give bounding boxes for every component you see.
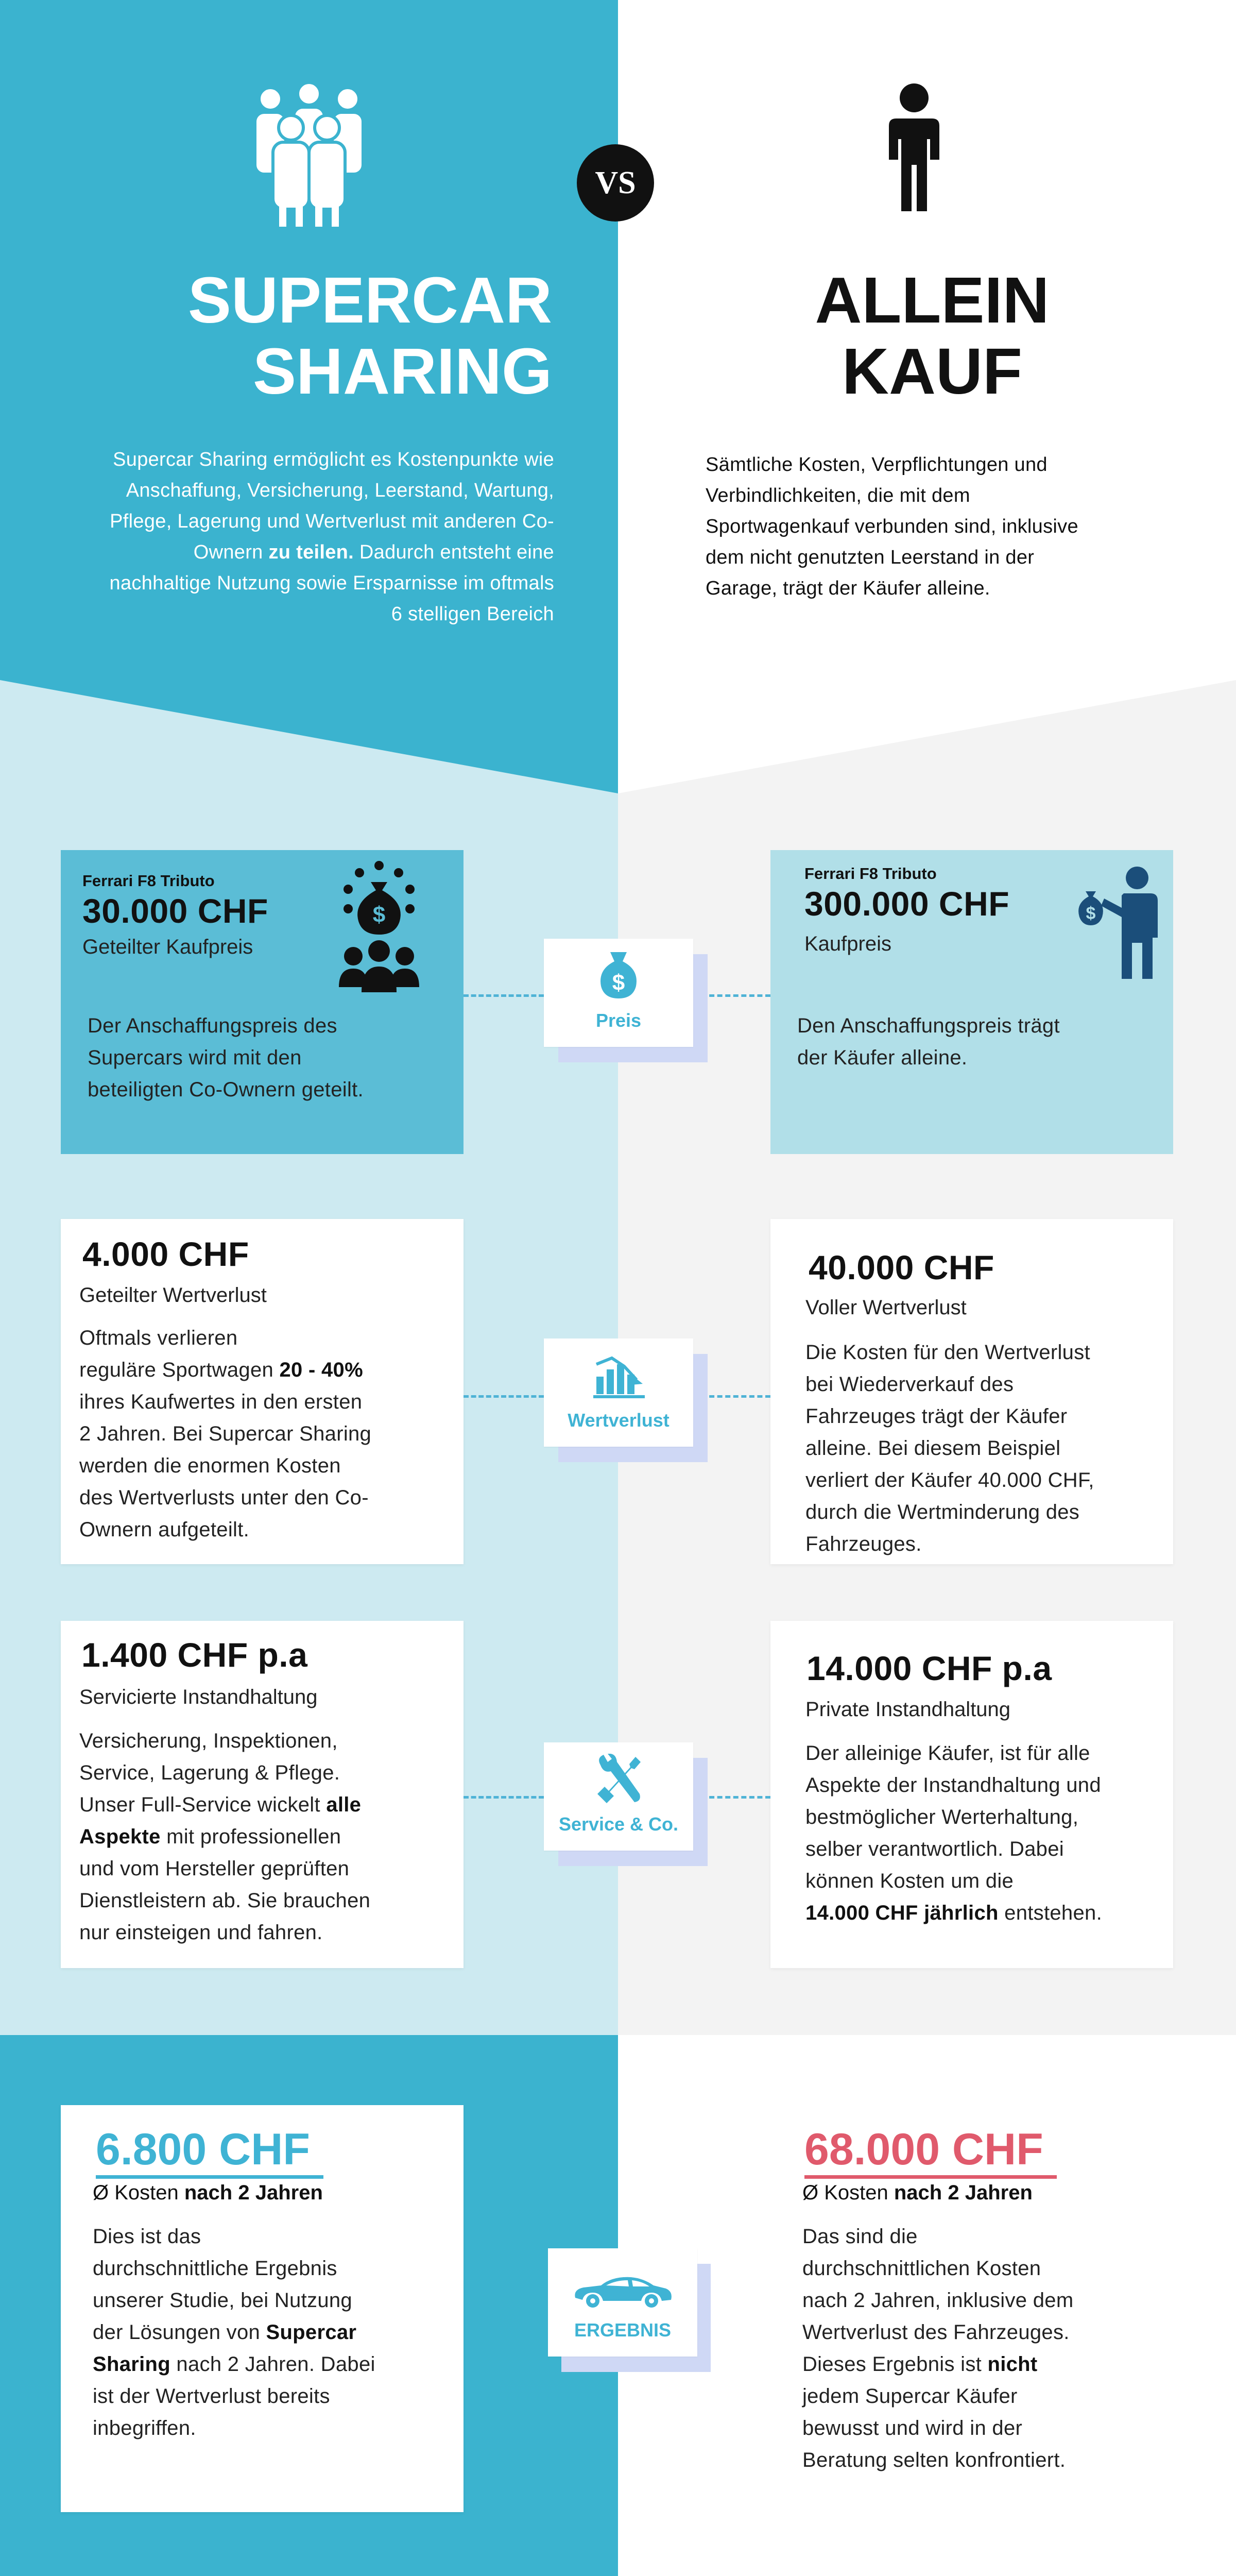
preis-left-text: Der Anschaffungspreis des Supercars wird mit den beteiligten Co-Ownern geteilt.: [88, 1014, 364, 1101]
ergebnis-left-card: [61, 2105, 464, 2512]
service-right-text: Der alleinige Käufer, ist für alle Aspekte der Instandhaltung und bestmöglicher Werterhaltung, selber verantwortlich. Dabei können Kosten um die 14.000 CHF jährlich entstehen.: [805, 1742, 1102, 1924]
service-left-card: 1.400 CHF p.a Servicierte Instandhaltung Versicherung, Inspektionen, Service, Lagerung & Pflege. Unser Full-Service wickelt alle Aspekte mit professionellen und vom Hersteller geprüften Dienstleistern ab. Sie brauchen nur einsteigen und fahren.: [61, 1621, 464, 1968]
vs-badge: VS: [577, 144, 654, 222]
preis-badge: $ Preis: [544, 939, 693, 1047]
service-badge: Service & Co.: [544, 1742, 693, 1851]
single-person-icon: [886, 82, 942, 211]
declining-chart-icon: [593, 1354, 645, 1400]
left-intro: Supercar Sharing ermöglicht es Kostenpunkte wie Anschaffung, Versicherung, Leerstand, Wartung, Pflege, Lagerung und Wertverlust mit anderen Co- Ownern zu teilen. Dadurch entsteht eine nachhaltige Nutzung sowie Ersparnisse im oftmals 6 stelligen Bereich: [109, 449, 554, 625]
preis-right-card: Ferrari F8 Tributo 300.000 CHF Kaufpreis $ Den Anschaffungspreis trägt der Käufer alleine.: [770, 850, 1173, 1154]
svg-text:$: $: [372, 902, 386, 927]
ergebnis-right-card: [770, 2105, 1173, 2512]
left-title-line-1: SUPERCAR: [187, 264, 552, 336]
service-connector-left: [464, 1796, 544, 1799]
ergebnis-left-text: Dies ist das durchschnittliche Ergebnis unserer Studie, bei Nutzung der Lösungen von Supercar Sharing nach 2 Jahren. Dabei ist der Wertverlust bereits inbegriffen.: [93, 2225, 375, 2439]
right-title: [721, 265, 1143, 407]
right-title-line-1: ALLEIN: [815, 264, 1050, 336]
right-title-line-2: KAUF: [842, 335, 1022, 408]
service-left-text: Versicherung, Inspektionen, Service, Lagerung & Pflege. Unser Full-Service wickelt alle Aspekte mit professionellen und vom Hersteller geprüften Dienstleistern ab. Sie brauchen nur einsteigen und fahren.: [79, 1730, 371, 1944]
preis-connector-left: [464, 994, 544, 997]
person-holding-money-icon: [1070, 866, 1163, 979]
wertverlust-right-card: 40.000 CHF Voller Wertverlust Die Kosten für den Wertverlust bei Wiederverkauf des Fahrzeuges trägt der Käufer alleine. Bei diesem Beispiel verliert der Käufer 40.000 CHF, durch die Wertminderung des Fahrzeuges.: [770, 1219, 1173, 1564]
svg-text:$: $: [1086, 904, 1096, 923]
wrench-screwdriver-icon: [595, 1754, 642, 1805]
shared-money-group-icon: [333, 857, 425, 996]
ergebnis-right-subtitle: Ø Kosten nach 2 Jahren: [802, 2181, 1033, 2204]
svg-text:$: $: [612, 970, 625, 995]
group-people-icon: [247, 82, 371, 227]
ergebnis-right-text: Das sind die durchschnittlichen Kosten nach 2 Jahren, inklusive dem Wertverlust des Fahrzeuges. Dieses Ergebnis ist nicht jedem Supercar Käufer bewusst und wird in der Beratung selten konfrontiert.: [802, 2225, 1074, 2471]
service-right-card: 14.000 CHF p.a Private Instandhaltung Der alleinige Käufer, ist für alle Aspekte der Instandhaltung und bestmöglicher Werterhaltung, selber verantwortlich. Dabei können Kosten um die 14.000 CHF jährlich entstehen.: [770, 1621, 1173, 1968]
preis-left-card: Ferrari F8 Tributo 30.000 CHF Geteilter Kaufpreis $ Der Anschaffungspreis des Supercars wird mit den beteiligten Co-Ownern geteilt.: [61, 850, 464, 1154]
money-bag-icon: [598, 949, 639, 1001]
ergebnis-left-subtitle: Ø Kosten nach 2 Jahren: [93, 2181, 323, 2204]
left-title-line-2: SHARING: [252, 335, 552, 408]
ergebnis-left-amount: 6.800 CHF: [96, 2125, 323, 2179]
preis-right-text: Den Anschaffungspreis trägt der Käufer alleine.: [797, 1014, 1060, 1069]
wertverlust-left-card: 4.000 CHF Geteilter Wertverlust Oftmals verlieren reguläre Sportwagen 20 - 40% ihres Kaufwertes in den ersten 2 Jahren. Bei Supercar Sharing werden die enormen Kosten des Wertverlusts unter den Co- Ownern aufgeteilt.: [61, 1219, 464, 1564]
left-title: [0, 265, 552, 407]
wertverlust-right-text: Die Kosten für den Wertverlust bei Wiederverkauf des Fahrzeuges trägt der Käufer alleine. Bei diesem Beispiel verliert der Käufer 40.000 CHF, durch die Wertminderung des Fahrzeuges.: [805, 1341, 1094, 1555]
wertverlust-connector-left: [464, 1395, 544, 1398]
ergebnis-right-amount: 68.000 CHF: [804, 2125, 1057, 2179]
car-icon: [571, 2274, 674, 2310]
wertverlust-badge: Wertverlust: [544, 1338, 693, 1447]
wertverlust-left-text: Oftmals verlieren reguläre Sportwagen 20 - 40% ihres Kaufwertes in den ersten 2 Jahren. Bei Supercar Sharing werden die enormen Kosten des Wertverlusts unter den Co- Ownern aufgeteilt.: [79, 1327, 372, 1541]
right-intro: Sämtliche Kosten, Verpflichtungen und Verbindlichkeiten, die mit dem Sportwagenkauf verbunden sind, inklusive dem nicht genutzten Leerstand in der Garage, trägt der Käufer alleine.: [706, 454, 1078, 599]
ergebnis-badge: ERGEBNIS: [548, 2248, 697, 2357]
